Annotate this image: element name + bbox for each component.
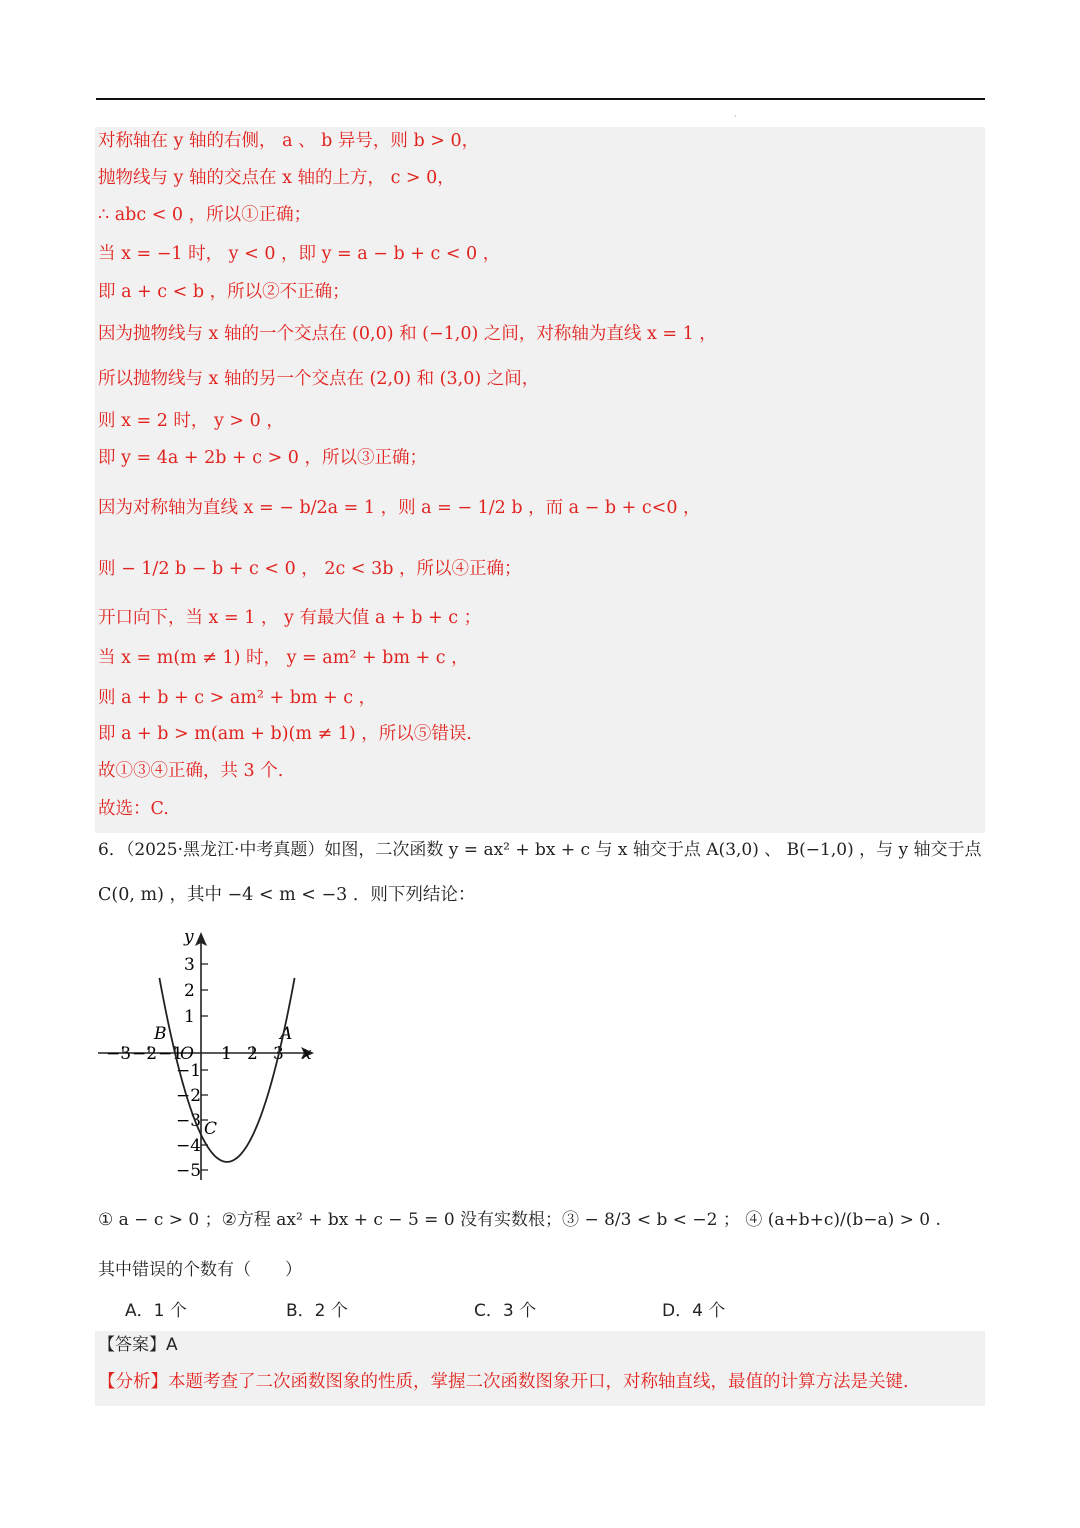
solution-line: 当 x = −1 时， y < 0 ，即 y = a − b + c < 0 ， (98, 244, 501, 264)
x-axis-label: x (302, 1044, 312, 1064)
solution-line: 即 a + c < b ，所以②不正确； (98, 282, 350, 302)
conclusions-line: ① a − c > 0 ；②方程 ax² + bx + c − 5 = 0 没有实数根；③ − 8/3 < b < −2 ； ④ (a+b+c)/(b−a) > 0 . (98, 1210, 941, 1230)
solution-line: 开口向下，当 x = 1 ， y 有最大值 a + b + c ； (98, 608, 482, 628)
answer-box (95, 1331, 985, 1406)
y-tick-label: −5 (176, 1161, 202, 1181)
y-tick-label: −1 (176, 1061, 202, 1081)
x-tick-label: 2 (247, 1044, 258, 1064)
solution-line: 则 x = 2 时， y > 0 ， (98, 411, 284, 431)
solution-line: 即 a + b > m(am + b)(m ≠ 1) ，所以⑤错误. (98, 724, 472, 744)
analysis-line (98, 1370, 909, 1394)
point-b-label: B (154, 1024, 167, 1044)
option-c[interactable]: C．3 个 (474, 1301, 537, 1321)
y-tick-label: −2 (176, 1086, 202, 1106)
x-tick-label: 1 (221, 1044, 232, 1064)
solution-line: 则 a + b + c > am² + bm + c ， (98, 688, 377, 708)
solution-line: 故选：C. (98, 799, 169, 819)
parabola-curve (159, 978, 294, 1162)
x-tick-label: −2 (132, 1044, 158, 1064)
question-line-2: C(0, m) ，其中 −4 < m < −3 ．则下列结论： (98, 885, 476, 905)
solution-line: 因为对称轴为直线 x = − b/2a = 1 ，则 a = − 1/2 b ，而 a − b + c<0 ， (98, 498, 701, 518)
solution-line: ∴ abc < 0 ，所以①正确； (98, 205, 312, 225)
option-d[interactable]: D．4 个 (662, 1301, 726, 1321)
answer-line: 【答案】A (98, 1335, 178, 1355)
question-line-1: 6．（2025·黑龙江·中考真题）如图，二次函数 y = ax² + bx + c 与 x 轴交于点 A(3,0) 、 B(−1,0) ，与 y 轴交于点 (98, 840, 982, 860)
x-tick-label: −1 (158, 1044, 184, 1064)
solution-line: 因为抛物线与 x 轴的一个交点在 (0,0) 和 (−1,0) 之间，对称轴为直线 x = 1 ， (98, 324, 717, 344)
origin-label: O (180, 1044, 194, 1064)
solution-line: 即 y = 4a + 2b + c > 0 ，所以③正确； (98, 448, 428, 468)
x-tick-label: 3 (273, 1044, 284, 1064)
solution-line: 所以抛物线与 x 轴的另一个交点在 (2,0) 和 (3,0) 之间， (98, 369, 540, 389)
y-tick-label: −4 (176, 1136, 202, 1156)
parabola-graph (92, 922, 332, 1192)
y-tick-label: 1 (184, 1007, 195, 1027)
header-dot: · (734, 112, 737, 121)
header-rule (96, 98, 985, 100)
analysis-text: 本题考查了二次函数图象的性质，掌握二次函数图象开口，对称轴直线，最值的计算方法是关键. (168, 1372, 909, 1392)
y-tick-label: 3 (184, 955, 195, 975)
y-axis-label: y (184, 927, 194, 947)
option-a[interactable]: A．1 个 (125, 1301, 187, 1321)
solution-line: 抛物线与 y 轴的交点在 x 轴的上方， c > 0， (98, 168, 455, 188)
point-a-label: A (280, 1024, 293, 1044)
solution-line: 对称轴在 y 轴的右侧， a 、 b 异号，则 b > 0， (98, 131, 480, 151)
solution-line: 则 − 1/2 b − b + c < 0 ， 2c < 3b ，所以④正确； (98, 559, 522, 579)
question-prompt: 其中错误的个数有（ ） (98, 1260, 302, 1280)
y-tick-label: −3 (176, 1111, 202, 1131)
solution-line: 当 x = m(m ≠ 1) 时， y = am² + bm + c ， (98, 648, 469, 668)
x-tick-label: −3 (106, 1044, 132, 1064)
y-tick-label: 2 (184, 981, 195, 1001)
solution-line: 故①③④正确，共 3 个. (98, 761, 284, 781)
point-c-label: C (204, 1119, 218, 1139)
analysis-tag: 【分析】 (98, 1372, 168, 1392)
option-b[interactable]: B．2 个 (286, 1301, 348, 1321)
